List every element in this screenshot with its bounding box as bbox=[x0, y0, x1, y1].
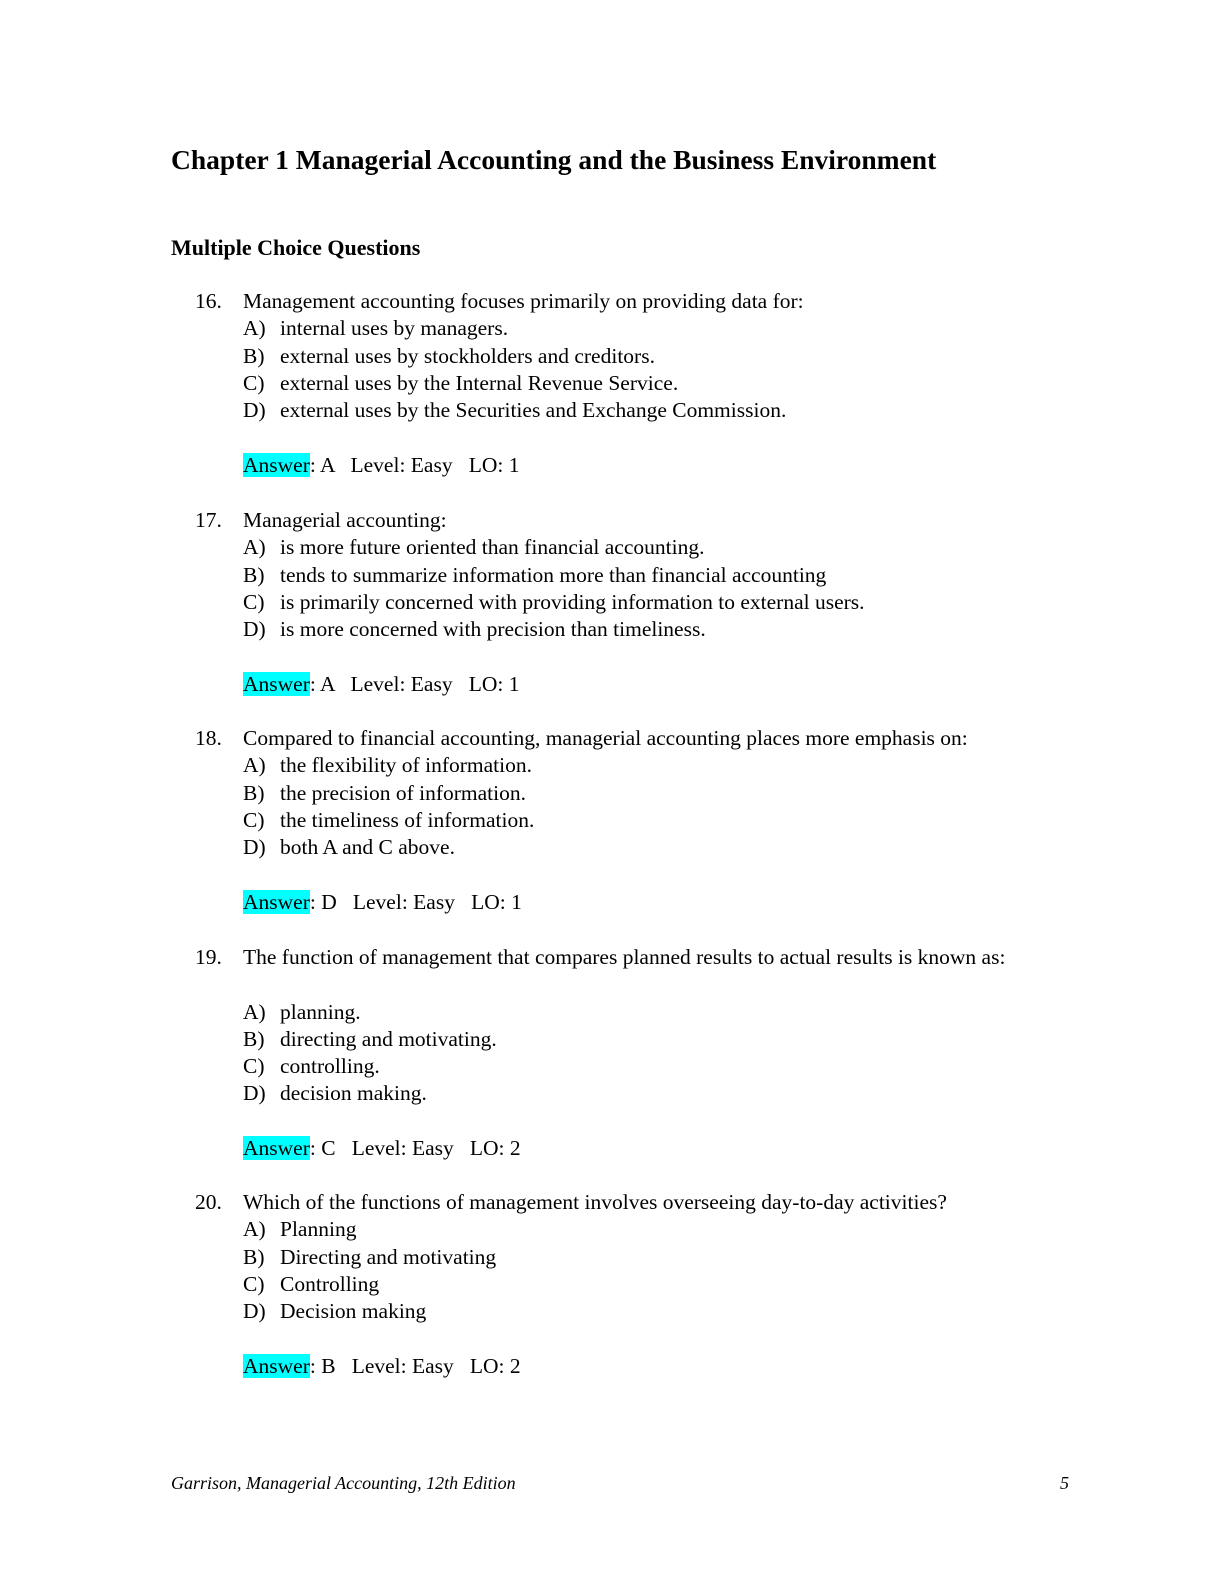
option-letter: D) bbox=[243, 617, 266, 642]
answer-details: : B Level: Easy LO: 2 bbox=[309, 1353, 521, 1378]
option-b bbox=[0, 562, 1224, 589]
question-stem bbox=[0, 1189, 1224, 1216]
question-16 bbox=[0, 288, 1224, 479]
option-letter: A) bbox=[243, 535, 266, 560]
option-letter: D) bbox=[243, 398, 266, 423]
question-19 bbox=[0, 944, 1224, 1162]
option-letter: A) bbox=[243, 753, 266, 778]
options-list bbox=[0, 1216, 1224, 1325]
option-b bbox=[0, 1026, 1224, 1053]
question-18 bbox=[0, 725, 1224, 916]
answer-label: Answer bbox=[243, 1136, 310, 1161]
option-letter: D) bbox=[243, 1081, 266, 1106]
option-a bbox=[0, 315, 1224, 342]
answer-label: Answer bbox=[243, 1353, 310, 1378]
question-stem bbox=[0, 288, 1224, 315]
option-letter: B) bbox=[243, 1026, 265, 1051]
option-text: the timeliness of information. bbox=[280, 807, 535, 832]
question-20 bbox=[0, 1189, 1224, 1380]
option-text: controlling. bbox=[280, 1054, 380, 1079]
option-letter: B) bbox=[243, 780, 265, 805]
option-text: Controlling bbox=[280, 1271, 380, 1296]
answer-details: : C Level: Easy LO: 2 bbox=[309, 1136, 521, 1161]
options-list bbox=[0, 999, 1224, 1108]
question-number: 18. bbox=[195, 726, 222, 750]
option-letter: C) bbox=[243, 807, 265, 832]
option-letter: A) bbox=[243, 316, 266, 341]
options-list bbox=[0, 534, 1224, 643]
option-d bbox=[0, 834, 1224, 861]
option-c bbox=[0, 1271, 1224, 1298]
option-b bbox=[0, 343, 1224, 370]
option-text: Directing and motivating bbox=[280, 1244, 497, 1269]
option-text: the flexibility of information. bbox=[280, 753, 532, 778]
option-letter: B) bbox=[243, 562, 265, 587]
option-text: decision making. bbox=[280, 1081, 427, 1106]
option-d bbox=[0, 1080, 1224, 1107]
option-a bbox=[0, 534, 1224, 561]
option-text: external uses by the Securities and Exchange Commission. bbox=[280, 398, 787, 423]
option-text: internal uses by managers. bbox=[280, 316, 509, 341]
question-text: Management accounting focuses primarily on providing data for: bbox=[243, 289, 804, 313]
question-text: Which of the functions of management involves overseeing day-to-day activities? bbox=[243, 1190, 947, 1214]
option-text: is more concerned with precision than timeliness. bbox=[280, 617, 706, 642]
option-text: both A and C above. bbox=[280, 835, 455, 860]
page-title: Chapter 1 Managerial Accounting and the Business Environment bbox=[171, 144, 937, 175]
option-b bbox=[0, 780, 1224, 807]
option-letter: C) bbox=[243, 1271, 265, 1296]
answer-line bbox=[0, 889, 1224, 916]
answer-line bbox=[0, 452, 1224, 479]
option-text: directing and motivating. bbox=[280, 1026, 497, 1051]
option-letter: C) bbox=[243, 1054, 265, 1079]
option-a bbox=[0, 1216, 1224, 1243]
option-letter: A) bbox=[243, 999, 266, 1024]
option-b bbox=[0, 1244, 1224, 1271]
answer-line bbox=[0, 1135, 1224, 1162]
option-letter: B) bbox=[243, 1244, 265, 1269]
option-text: is more future oriented than financial accounting. bbox=[280, 535, 705, 560]
option-letter: D) bbox=[243, 835, 266, 860]
option-c bbox=[0, 370, 1224, 397]
question-number: 19. bbox=[195, 945, 222, 969]
option-letter: C) bbox=[243, 370, 265, 395]
option-d bbox=[0, 616, 1224, 643]
option-d bbox=[0, 1298, 1224, 1325]
option-text: Planning bbox=[280, 1217, 357, 1242]
option-c bbox=[0, 807, 1224, 834]
answer-label: Answer bbox=[243, 889, 310, 914]
section-title: Multiple Choice Questions bbox=[171, 235, 421, 260]
question-text: Compared to financial accounting, managerial accounting places more emphasis on: bbox=[243, 726, 968, 750]
answer-label: Answer bbox=[243, 452, 310, 477]
option-text: tends to summarize information more than financial accounting bbox=[280, 562, 827, 587]
options-list bbox=[0, 315, 1224, 424]
answer-details: : A Level: Easy LO: 1 bbox=[309, 452, 520, 477]
question-number: 20. bbox=[195, 1190, 222, 1214]
answer-details: : D Level: Easy LO: 1 bbox=[309, 889, 522, 914]
option-text: external uses by stockholders and creditors. bbox=[280, 343, 655, 368]
answer-line bbox=[0, 671, 1224, 698]
option-text: external uses by the Internal Revenue Service. bbox=[280, 370, 679, 395]
option-text: the precision of information. bbox=[280, 780, 526, 805]
options-list bbox=[0, 752, 1224, 861]
question-stem bbox=[0, 507, 1224, 534]
footer-source: Garrison, Managerial Accounting, 12th Edition bbox=[171, 1473, 516, 1493]
option-c bbox=[0, 1053, 1224, 1080]
option-a bbox=[0, 752, 1224, 779]
option-d bbox=[0, 397, 1224, 424]
option-letter: D) bbox=[243, 1299, 266, 1324]
option-text: is primarily concerned with providing information to external users. bbox=[280, 589, 865, 614]
option-c bbox=[0, 589, 1224, 616]
option-letter: A) bbox=[243, 1217, 266, 1242]
answer-label: Answer bbox=[243, 671, 310, 696]
question-stem bbox=[0, 725, 1224, 752]
option-letter: B) bbox=[243, 343, 265, 368]
option-a bbox=[0, 999, 1224, 1026]
option-text: planning. bbox=[280, 999, 361, 1024]
option-text: Decision making bbox=[280, 1299, 427, 1324]
question-number: 16. bbox=[195, 289, 222, 313]
answer-line bbox=[0, 1353, 1224, 1380]
question-number: 17. bbox=[195, 508, 222, 532]
question-17 bbox=[0, 507, 1224, 698]
footer-page-number: 5 bbox=[1060, 1473, 1069, 1493]
question-text: The function of management that compares planned results to actual results is known as: bbox=[243, 945, 1006, 969]
answer-details: : A Level: Easy LO: 1 bbox=[309, 671, 520, 696]
question-stem bbox=[0, 944, 1224, 999]
question-text: Managerial accounting: bbox=[243, 508, 447, 532]
option-letter: C) bbox=[243, 589, 265, 614]
